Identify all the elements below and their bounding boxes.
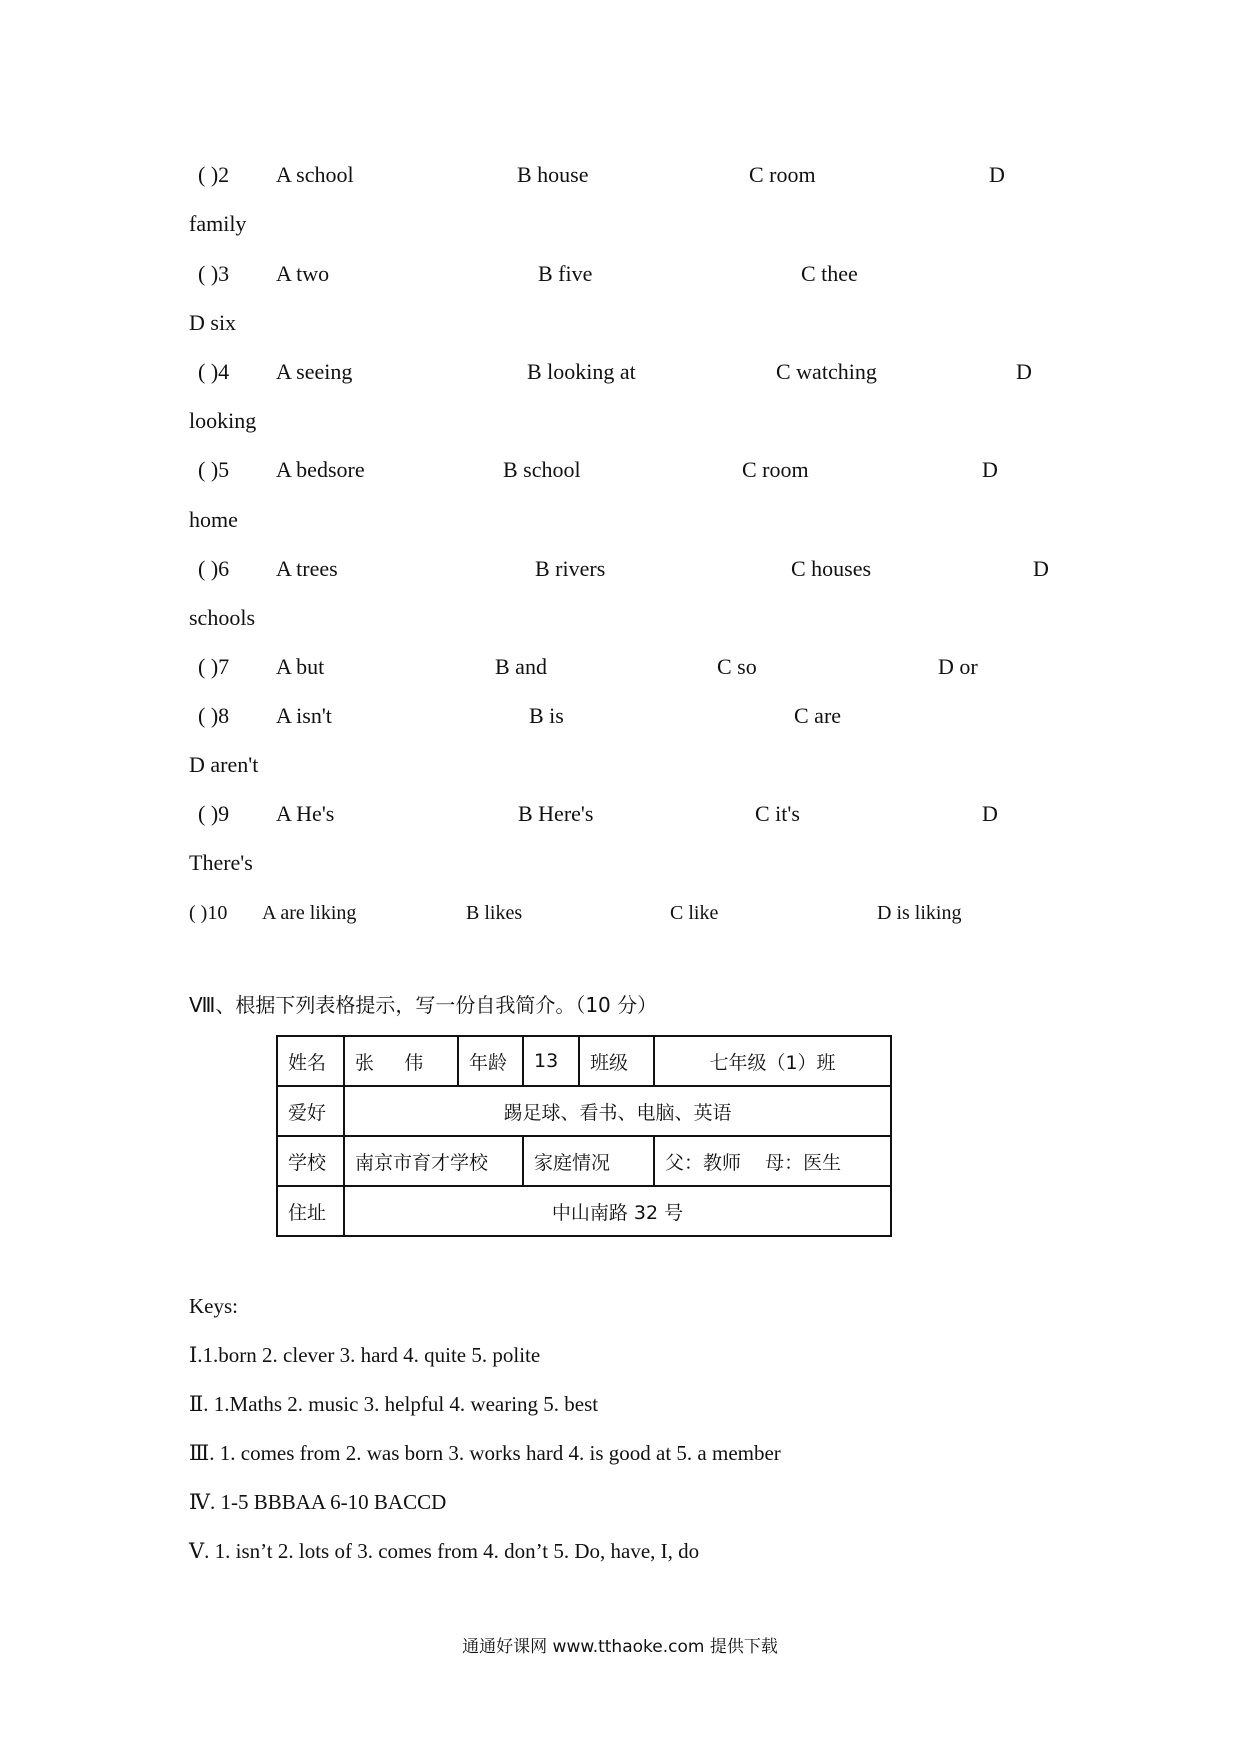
option-c: C watching xyxy=(776,359,877,384)
option-b: B is xyxy=(529,703,564,728)
option-a: A He's xyxy=(276,801,335,826)
option-a: A bedsore xyxy=(276,457,365,482)
option-c: C so xyxy=(717,654,757,679)
option-c: C room xyxy=(749,162,816,187)
option-b: B looking at xyxy=(527,359,636,384)
option-d: D xyxy=(982,801,998,826)
option-c: C houses xyxy=(791,556,872,581)
question-number: ( )3 xyxy=(198,261,230,286)
option-d: D xyxy=(1016,359,1032,384)
question-number: ( )2 xyxy=(198,162,230,187)
question-number: ( )6 xyxy=(198,556,230,581)
option-wrap: looking xyxy=(189,408,257,433)
option-b: B and xyxy=(495,654,547,679)
option-d: D xyxy=(982,457,998,482)
address-label: 住址 xyxy=(277,1186,344,1236)
option-a: A are liking xyxy=(262,902,357,924)
table-row xyxy=(277,1036,891,1086)
class-label: 班级 xyxy=(579,1036,654,1086)
class-value: 七年级（1）班 xyxy=(654,1036,891,1086)
table-row xyxy=(277,1186,891,1236)
option-b: B school xyxy=(503,457,581,482)
option-a: A two xyxy=(276,261,330,286)
option-d: D or xyxy=(938,654,978,679)
name-value: 张 伟 xyxy=(344,1036,458,1086)
option-b: B rivers xyxy=(535,556,606,581)
hobby-label: 爱好 xyxy=(277,1086,344,1136)
question-number: ( )4 xyxy=(198,359,230,384)
option-d: D is liking xyxy=(877,902,962,924)
option-wrap: There's xyxy=(189,850,253,875)
question-number: ( )7 xyxy=(198,654,230,679)
key-line: Ⅴ. 1. isn’t 2. lots of 3. comes from 4. don’t 5. Do, have, I, do xyxy=(189,1539,700,1563)
age-value: 13 xyxy=(523,1036,579,1086)
option-a: A isn't xyxy=(276,703,332,728)
age-label: 年龄 xyxy=(458,1036,523,1086)
key-line: Ⅱ. 1.Maths 2. music 3. helpful 4. wearing 5. best xyxy=(189,1392,599,1416)
family-value: 父：教师 母：医生 xyxy=(654,1136,891,1186)
option-b: B likes xyxy=(466,902,523,924)
option-c: C like xyxy=(670,902,719,924)
option-wrap: home xyxy=(189,507,238,532)
option-b: B Here's xyxy=(518,801,594,826)
table-row xyxy=(277,1136,891,1186)
page-footer: 通通好课网 www.tthaoke.com 提供下载 xyxy=(462,1637,778,1657)
key-line: Ⅳ. 1-5 BBBAA 6-10 BACCD xyxy=(189,1490,447,1514)
option-c: C are xyxy=(794,703,842,728)
school-value: 南京市育才学校 xyxy=(344,1136,523,1186)
writing-task-title: Ⅷ、根据下列表格提示，写一份自我简介。（10 分） xyxy=(189,993,658,1017)
keys-title: Keys: xyxy=(189,1294,238,1318)
option-d: D xyxy=(989,162,1005,187)
question-number: ( )5 xyxy=(198,457,230,482)
key-line: Ⅲ. 1. comes from 2. was born 3. works hard 4. is good at 5. a member xyxy=(189,1441,781,1465)
option-c: C it's xyxy=(755,801,800,826)
question-number: ( )10 xyxy=(189,902,228,924)
profile-table xyxy=(276,1035,892,1237)
option-a: A seeing xyxy=(276,359,353,384)
key-line: Ⅰ.1.born 2. clever 3. hard 4. quite 5. polite xyxy=(189,1343,541,1367)
option-wrap: family xyxy=(189,211,247,236)
option-wrap: schools xyxy=(189,605,255,630)
option-a: A school xyxy=(276,162,354,187)
option-a: A but xyxy=(276,654,325,679)
hobby-value: 踢足球、看书、电脑、英语 xyxy=(344,1086,891,1136)
table-row xyxy=(277,1086,891,1136)
question-number: ( )8 xyxy=(198,703,230,728)
option-b: B house xyxy=(517,162,589,187)
option-wrap: D aren't xyxy=(189,752,259,777)
question-number: ( )9 xyxy=(198,801,230,826)
option-wrap: D six xyxy=(189,310,237,335)
name-label: 姓名 xyxy=(277,1036,344,1086)
option-b: B five xyxy=(538,261,593,286)
address-value: 中山南路 32 号 xyxy=(344,1186,891,1236)
school-label: 学校 xyxy=(277,1136,344,1186)
option-d: D xyxy=(1033,556,1049,581)
option-c: C room xyxy=(742,457,809,482)
option-c: C thee xyxy=(801,261,858,286)
option-a: A trees xyxy=(276,556,338,581)
family-label: 家庭情况 xyxy=(523,1136,654,1186)
